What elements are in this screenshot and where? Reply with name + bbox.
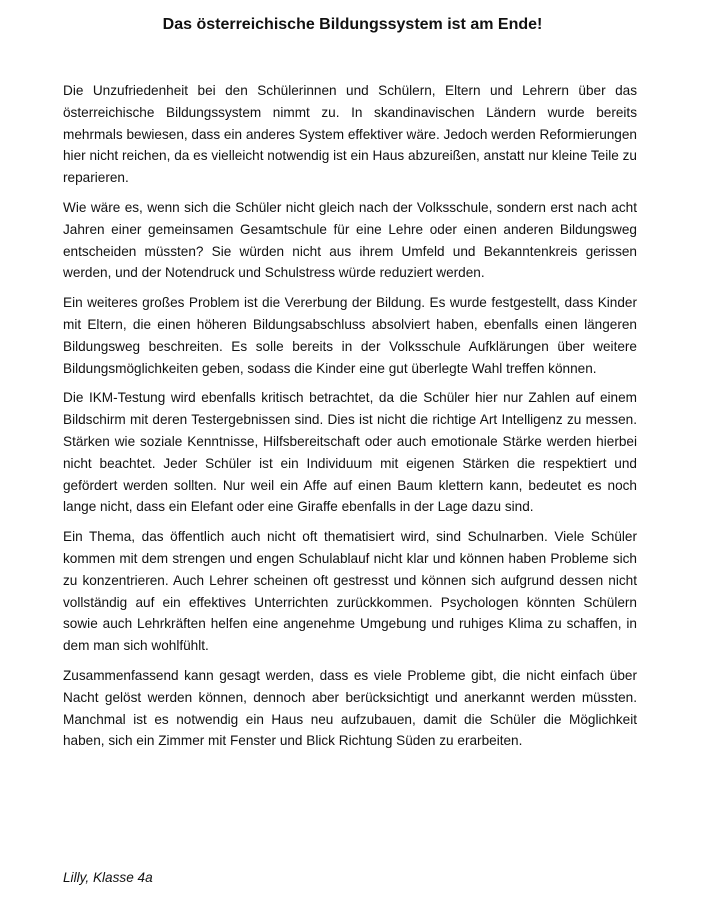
paragraph-3: Ein weiteres großes Problem ist die Vererbung der Bildung. Es wurde festgestellt, dass Kinder mit Eltern, die einen höheren Bildungsabschluss absolviert haben, ebenfalls einen längeren Bildungsweg beschreiten. Es solle bereits in der Volksschule Aufklärungen über weitere Bildungsmöglichkeiten geben, sodass die Kinder eine gut überlegte Wahl treffen können. bbox=[63, 295, 637, 376]
document-body bbox=[63, 80, 637, 760]
paragraph-6: Zusammenfassend kann gesagt werden, dass es viele Probleme gibt, die nicht einfach über Nacht gelöst werden können, dennoch aber berücksichtigt und anerkannt werden müssten. Manchmal ist es notwendig ein Haus neu aufzubauen, damit die Schüler die Möglichkeit haben, sich ein Zimmer mit Fenster und Blick Richtung Süden zu erarbeiten. bbox=[63, 667, 637, 749]
author-signature: Lilly, Klasse 4a bbox=[63, 870, 153, 885]
paragraph-2: Wie wäre es, wenn sich die Schüler nicht gleich nach der Volksschule, sondern erst nach acht Jahren einer gemeinsamen Gesamtschule für eine Lehre oder einen anderen Bildungsweg entscheiden müssten? Sie würden nicht aus ihrem Umfeld und Bekanntenkreis gerissen werden, und der Notendruck und Schulstress würde reduziert werden. bbox=[63, 199, 637, 281]
paragraph-1: Die Unzufriedenheit bei den Schülerinnen und Schülern, Eltern und Lehrern über das österreichische Bildungssystem nimmt zu. In skandinavischen Ländern wurde bereits mehrmals bewiesen, dass ein anderes System effektiver wäre. Jedoch werden Reformierungen hier nicht reichen, da es vielleicht notwendig ist ein Haus abzureißen, anstatt nur kleine Teile zu reparieren. bbox=[63, 83, 637, 186]
paragraph-4: Die IKM-Testung wird ebenfalls kritisch betrachtet, da die Schüler hier nur Zahlen auf einem Bildschirm mit deren Testergebnissen sind. Dies ist nicht die richtige Art Intelligenz zu messen. Stärken wie soziale Kenntnisse, Hilfsbereitschaft oder auch emotionale Stärke werden hierbei nicht beachtet. Jeder Schüler ist ein Individuum mit eigenen Stärken die respektiert und gefördert werden sollten. Nur weil ein Affe auf einen Baum klettern kann, bedeutet es noch lange nicht, dass ein Elefant oder eine Giraffe ebenfalls in der Lage dazu sind. bbox=[63, 390, 637, 515]
document-title: Das österreichische Bildungssystem ist am Ende! bbox=[162, 16, 543, 33]
paragraph-5: Ein Thema, das öffentlich auch nicht oft thematisiert wird, sind Schulnarben. Viele Schüler kommen mit dem strengen und engen Schulablauf nicht klar und können haben Probleme sich zu konzentrieren. Auch Lehrer scheinen oft gestresst und können sich aufgrund dessen nicht vollständig auf ein effektives Unterrichten zurückkommen. Psychologen könnten Schülern sowie auch Lehrkräften helfen eine angenehme Umgebung und ruhiges Klima zu schaffen, in dem man sich wohlfühlt. bbox=[63, 529, 637, 654]
